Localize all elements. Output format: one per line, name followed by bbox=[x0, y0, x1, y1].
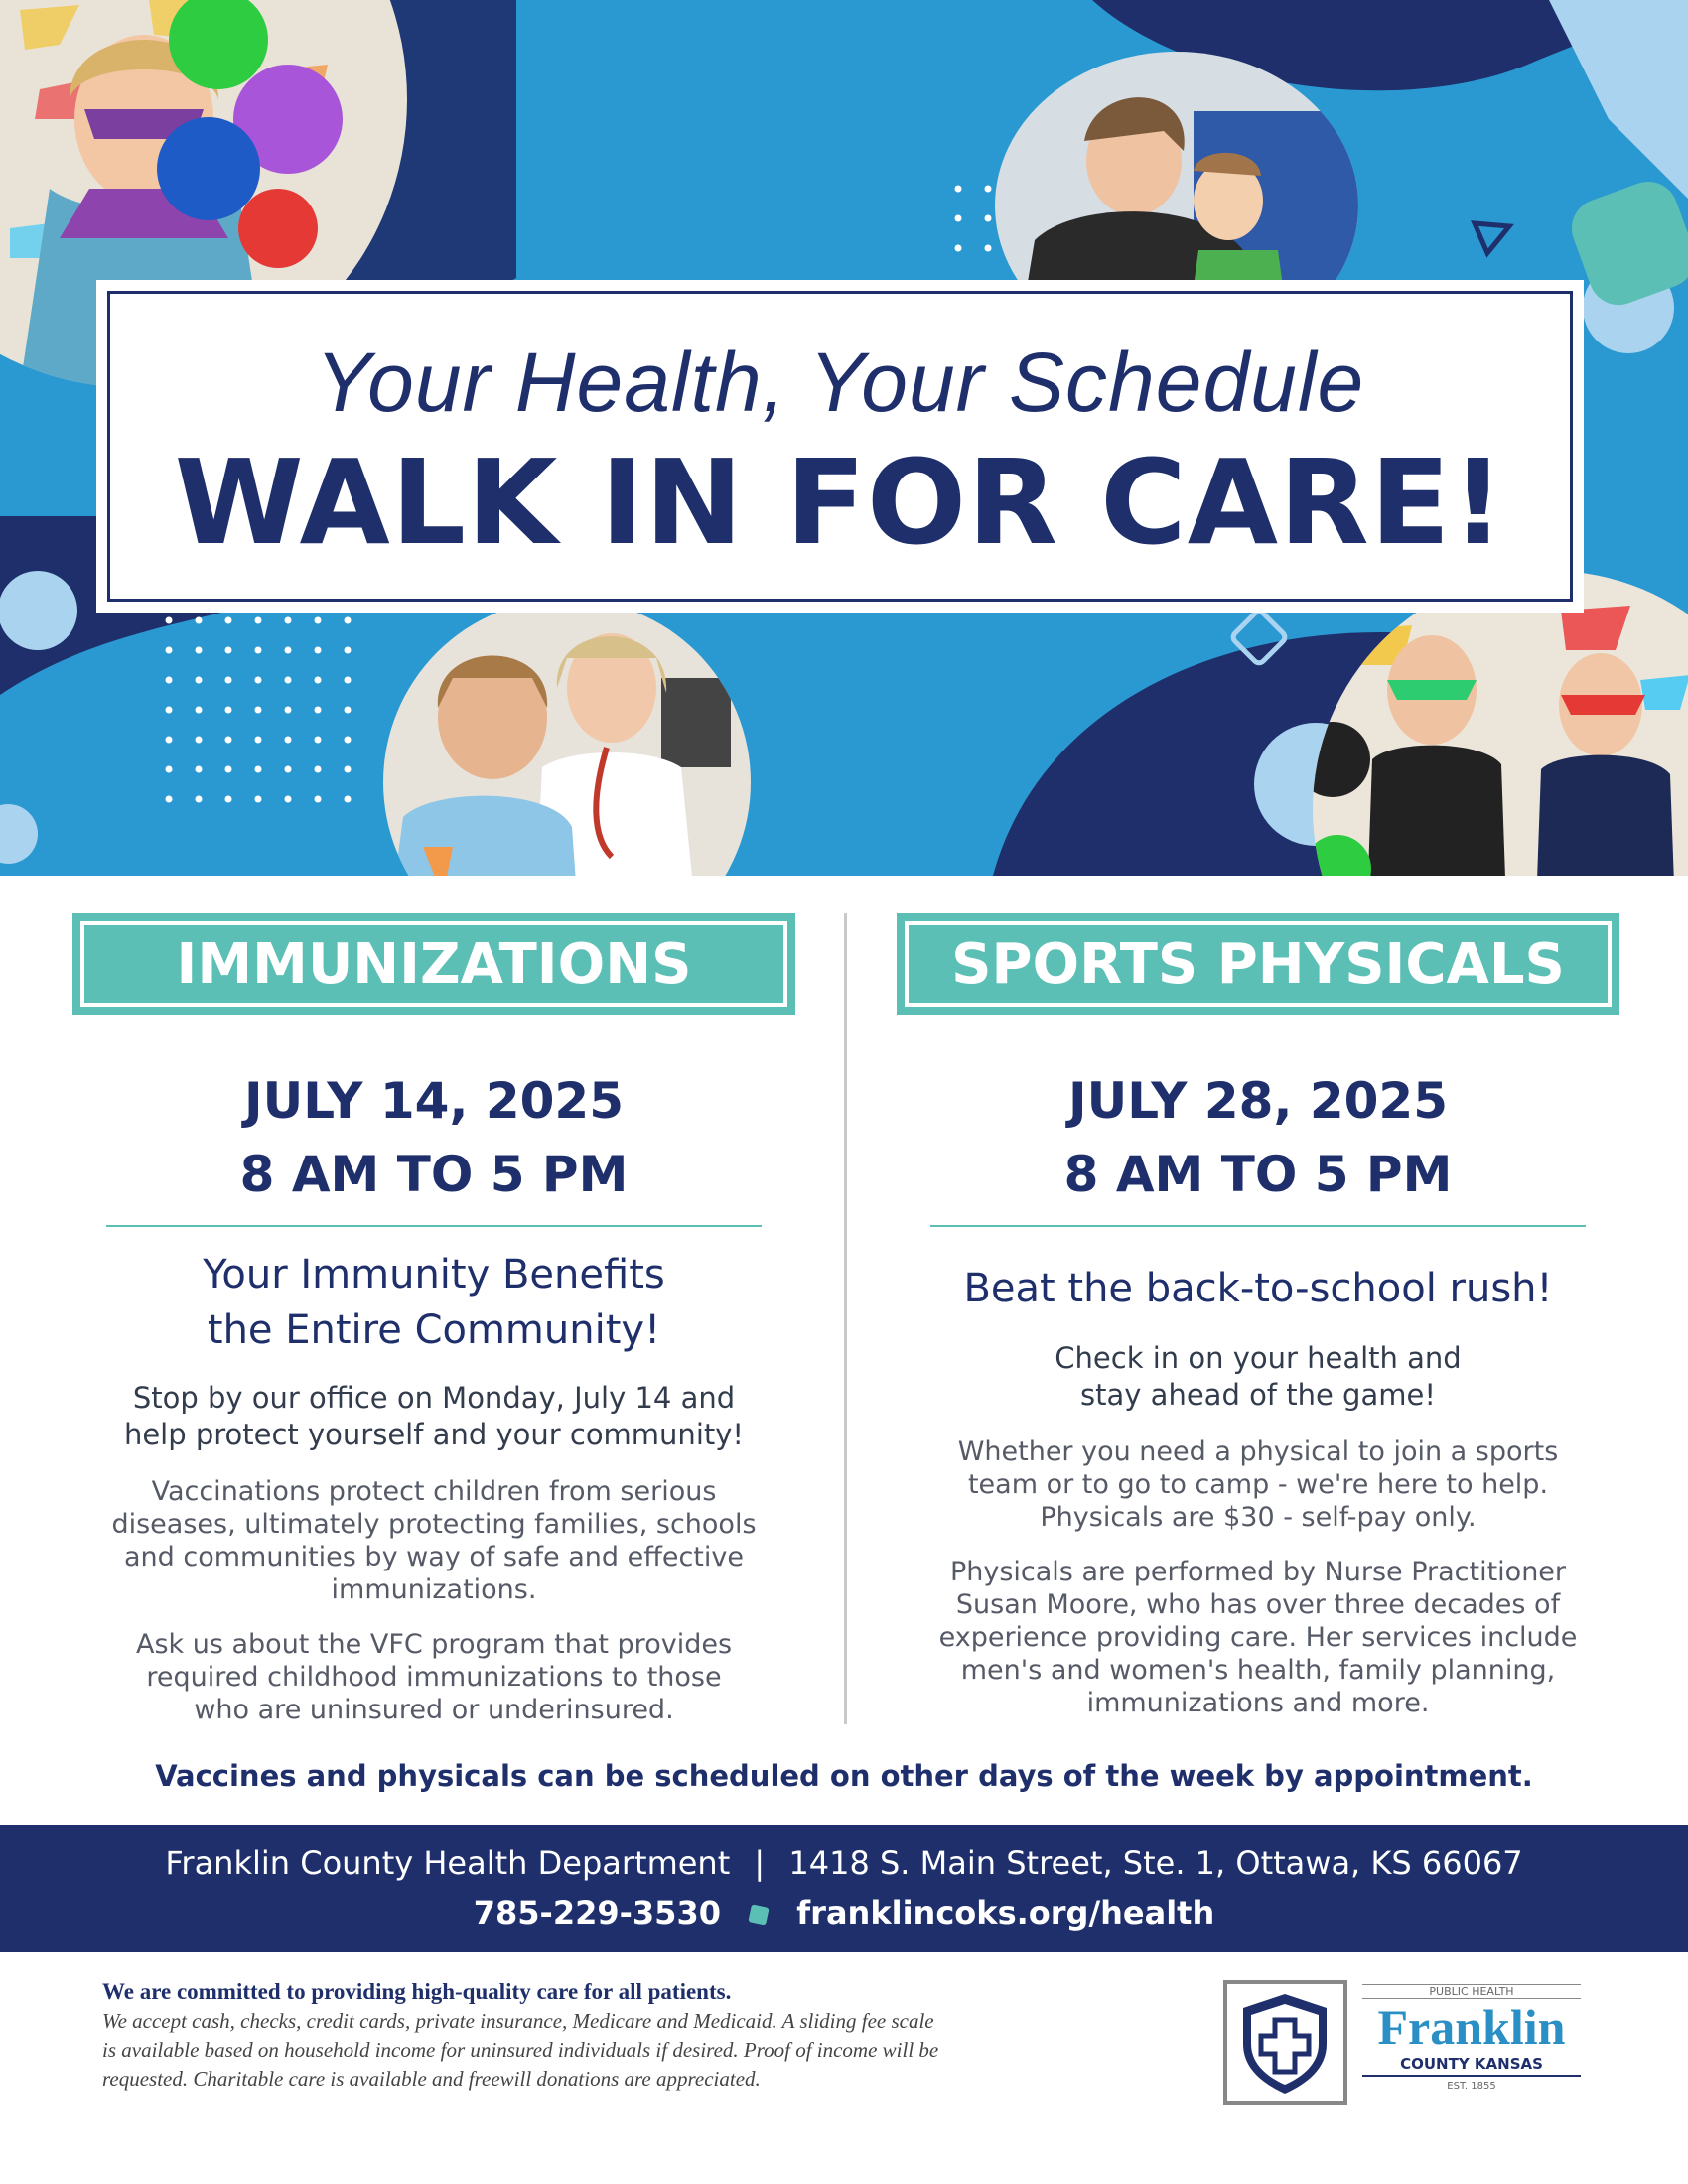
immunizations-headline bbox=[67, 1247, 801, 1358]
sports-headline: Beat the back-to-school rush! bbox=[963, 1266, 1553, 1311]
sports-p1-line1: Whether you need a physical to join a sports bbox=[957, 1436, 1559, 1467]
immunizations-lead-line2: help protect yourself and your community! bbox=[123, 1418, 745, 1451]
immunizations-headline-line1: Your Immunity Benefits bbox=[203, 1252, 665, 1297]
sports-p2-line1: Physicals are performed by Nurse Practitioner bbox=[949, 1557, 1567, 1587]
immunizations-p2-line2: required childhood immunizations to those bbox=[146, 1662, 722, 1693]
immunizations-p2-line3: who are uninsured or underinsured. bbox=[194, 1695, 674, 1725]
logo-text bbox=[1362, 1984, 1581, 2092]
sports-paragraph-2 bbox=[896, 1556, 1620, 1719]
immunizations-banner: IMMUNIZATIONS bbox=[72, 913, 795, 1015]
footer-contact-line bbox=[0, 1894, 1688, 1932]
sports-date-text: JULY 28, 2025 bbox=[1067, 1072, 1449, 1130]
sports-time-text: 8 AM TO 5 PM bbox=[1063, 1146, 1453, 1203]
shield-cross-icon bbox=[1223, 1980, 1347, 2105]
immunizations-date bbox=[67, 1064, 801, 1211]
sports-lead-line2: stay ahead of the game! bbox=[1080, 1378, 1436, 1412]
fine-print-body bbox=[102, 2007, 1115, 2094]
immunizations-p1-line2: diseases, ultimately protecting families, schools bbox=[111, 1509, 757, 1540]
footer-divider: | bbox=[754, 1844, 766, 1882]
sports-p2-line5: immunizations and more. bbox=[1086, 1688, 1430, 1718]
sports-lead bbox=[896, 1340, 1620, 1414]
sports-p2-line3: experience providing care. Her services include bbox=[938, 1622, 1578, 1653]
footer-website[interactable]: franklincoks.org/health bbox=[796, 1894, 1215, 1932]
franklin-county-logo bbox=[1223, 1980, 1581, 2105]
column-divider bbox=[844, 913, 847, 1724]
sports-p1-line2: team or to go to camp - we're here to help. bbox=[967, 1469, 1549, 1500]
fine-print-line3: requested. Charitable care is available and freewill donations are appreciated. bbox=[102, 2067, 761, 2091]
sports-physicals-column bbox=[896, 913, 1620, 1719]
fine-print bbox=[102, 1979, 1115, 2094]
logo-name: Franklin bbox=[1377, 1999, 1566, 2055]
immunizations-time-text: 8 AM TO 5 PM bbox=[239, 1146, 629, 1203]
immunizations-headline-line2: the Entire Community! bbox=[207, 1307, 661, 1353]
immunizations-date-text: JULY 14, 2025 bbox=[243, 1072, 625, 1130]
hero-subtitle: Your Health, Your Schedule bbox=[315, 336, 1365, 429]
bullet-icon bbox=[748, 1904, 769, 1925]
sports-paragraph-1 bbox=[896, 1435, 1620, 1534]
footer-phone[interactable]: 785-229-3530 bbox=[473, 1894, 721, 1932]
immunizations-p1-line1: Vaccinations protect children from serious bbox=[151, 1476, 717, 1507]
sports-p2-line2: Susan Moore, who has over three decades of bbox=[955, 1589, 1561, 1620]
sports-p1-line3: Physicals are $30 - self-pay only. bbox=[1040, 1502, 1477, 1533]
immunizations-column bbox=[67, 913, 801, 1726]
logo-county: COUNTY KANSAS bbox=[1362, 2055, 1581, 2077]
immunizations-lead bbox=[67, 1380, 801, 1453]
immunizations-lead-line1: Stop by our office on Monday, July 14 and bbox=[132, 1381, 736, 1415]
appointment-note: Vaccines and physicals can be scheduled on other days of the week by appointment. bbox=[155, 1759, 1533, 1793]
immunizations-p1-line4: immunizations. bbox=[331, 1574, 537, 1605]
logo-tagline: PUBLIC HEALTH bbox=[1362, 1984, 1581, 1999]
footer-address: 1418 S. Main Street, Ste. 1, Ottawa, KS 66067 bbox=[788, 1844, 1523, 1882]
hero-title: WALK IN FOR CARE! bbox=[174, 434, 1506, 571]
fine-print-heading: We are committed to providing high-quality care for all patients. bbox=[102, 1979, 732, 2004]
title-panel bbox=[96, 280, 1584, 613]
sports-lead-line1: Check in on your health and bbox=[1055, 1341, 1462, 1375]
fine-print-line2: is available based on household income for uninsured individuals if desired. Proof of income will be bbox=[102, 2038, 939, 2062]
sports-physicals-banner: SPORTS PHYSICALS bbox=[897, 913, 1619, 1015]
sports-p2-line4: men's and women's health, family planning, bbox=[960, 1655, 1556, 1686]
sports-physicals-date bbox=[896, 1064, 1620, 1211]
immunizations-p2-line1: Ask us about the VFC program that provides bbox=[135, 1629, 733, 1660]
immunizations-p1-line3: and communities by way of safe and effective bbox=[124, 1542, 744, 1572]
footer-address-line bbox=[0, 1844, 1688, 1882]
immunizations-paragraph-1 bbox=[67, 1475, 801, 1606]
fine-print-line1: We accept cash, checks, credit cards, private insurance, Medicare and Medicaid. A sliding fee scale bbox=[102, 2009, 934, 2033]
contact-footer bbox=[0, 1825, 1688, 1952]
footer-org: Franklin County Health Department bbox=[165, 1844, 731, 1882]
hero-banner bbox=[0, 0, 1688, 876]
logo-established: EST. 1855 bbox=[1447, 2081, 1496, 2092]
sports-rule bbox=[930, 1225, 1586, 1227]
immunizations-paragraph-2 bbox=[67, 1628, 801, 1726]
immunizations-rule bbox=[106, 1225, 762, 1227]
